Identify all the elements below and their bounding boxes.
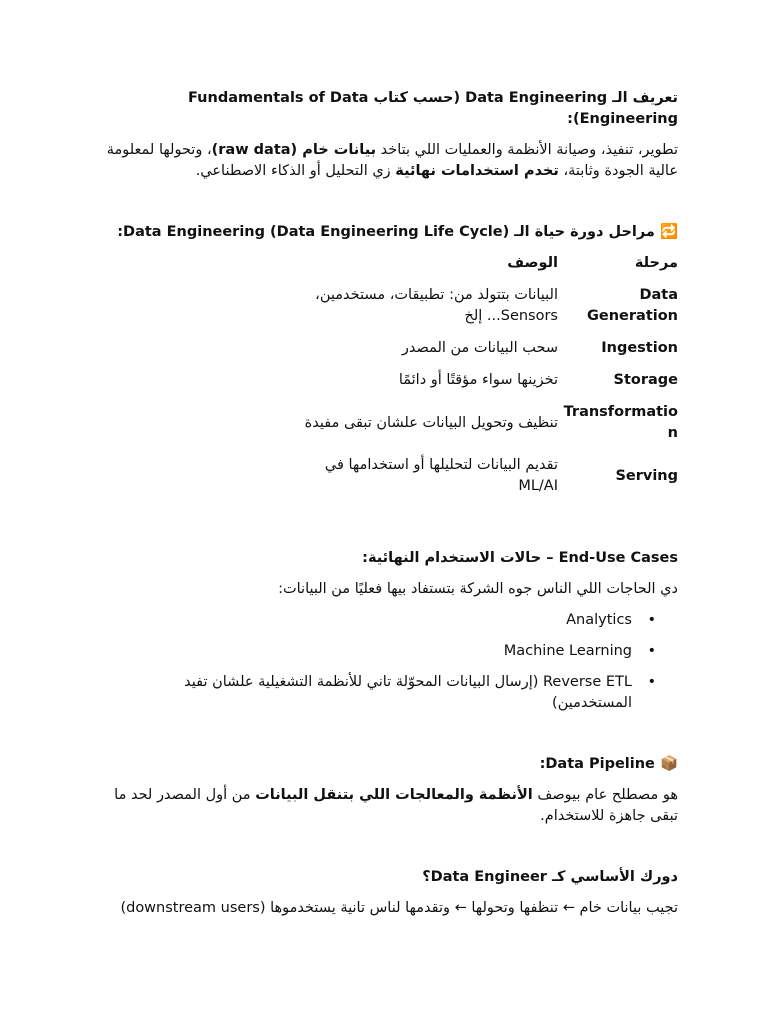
role-heading: دورك الأساسي كـ Data Engineer؟ bbox=[422, 869, 678, 885]
table-row bbox=[274, 455, 678, 508]
end-use-list bbox=[90, 610, 678, 714]
list-item: • Machine Learning bbox=[164, 641, 632, 662]
end-use-intro: دي الحاجات اللي الناس جوه الشركة بتستفاد بيها فعليًا من البيانات: bbox=[278, 581, 678, 597]
table-row bbox=[274, 338, 678, 370]
lifecycle-table bbox=[274, 253, 678, 508]
definition-text-1: تطوير، تنفيذ، وصيانة الأنظمة والعمليات اللي بتاخد bbox=[376, 142, 678, 158]
definition-bold-end-uses: تخدم استخدامات نهائية bbox=[395, 163, 559, 179]
pipeline-text-2: من أول المصدر لحد ما تبقى جاهزة للاستخدام. bbox=[114, 787, 678, 824]
end-use-heading: End-Use Cases – حالات الاستخدام النهائية: bbox=[362, 550, 678, 566]
list-item: • Reverse ETL (إرسال البيانات المحوّلة تاني للأنظمة التشغيلية علشان تفيد المستخدمين) bbox=[164, 672, 632, 714]
stage-cell: Data Generation bbox=[586, 287, 678, 324]
stage-cell: Serving bbox=[615, 467, 678, 484]
table-header-row bbox=[274, 253, 678, 285]
pipeline-text-1: هو مصطلح عام بيوصف bbox=[532, 787, 678, 803]
lifecycle-heading: 🔁 مراحل دورة حياة الـ Data Engineering (Data Engineering Life Cycle): bbox=[117, 224, 678, 240]
stage-cell: Transformation bbox=[563, 404, 678, 441]
table-row bbox=[274, 402, 678, 455]
column-header-description: الوصف bbox=[507, 255, 558, 271]
definition-text-3: زي التحليل أو الذكاء الاصطناعي. bbox=[195, 163, 396, 179]
table-row bbox=[274, 285, 678, 338]
definition-paragraph bbox=[90, 140, 678, 182]
pipeline-heading: 📦 Data Pipeline: bbox=[539, 756, 678, 772]
column-header-stage: مرحلة bbox=[634, 255, 678, 271]
description-cell: البيانات بتتولد من: تطبيقات، مستخدمين، Sensors... إلخ bbox=[315, 287, 558, 324]
description-cell: تقديم البيانات لتحليلها أو استخدامها في ML/AI bbox=[324, 457, 558, 494]
pipeline-paragraph bbox=[90, 785, 678, 827]
role-paragraph: تجيب بيانات خام ← تنظفها وتحولها ← وتقدمها لناس تانية يستخدموها (downstream users) bbox=[120, 900, 678, 916]
description-cell: سحب البيانات من المصدر bbox=[401, 340, 558, 356]
description-cell: تخزينها سواء مؤقتًا أو دائمًا bbox=[398, 372, 558, 388]
pipeline-bold: الأنظمة والمعالجات اللي بتنقل البيانات bbox=[255, 787, 533, 803]
stage-cell: Storage bbox=[613, 372, 678, 388]
document-page bbox=[90, 88, 678, 919]
table-row bbox=[274, 370, 678, 402]
definition-bold-raw-data: بيانات خام (raw data) bbox=[211, 142, 377, 158]
list-item: • Analytics bbox=[164, 610, 632, 631]
stage-cell: Ingestion bbox=[601, 340, 678, 356]
definition-text-2: ، وتحولها لمعلومة عالية الجودة وثابتة، bbox=[106, 142, 678, 179]
description-cell: تنظيف وتحويل البيانات علشان تبقى مفيدة bbox=[304, 414, 558, 431]
definition-title: تعريف الـ Data Engineering (حسب كتاب Fundamentals of Data Engineering): bbox=[187, 90, 678, 127]
